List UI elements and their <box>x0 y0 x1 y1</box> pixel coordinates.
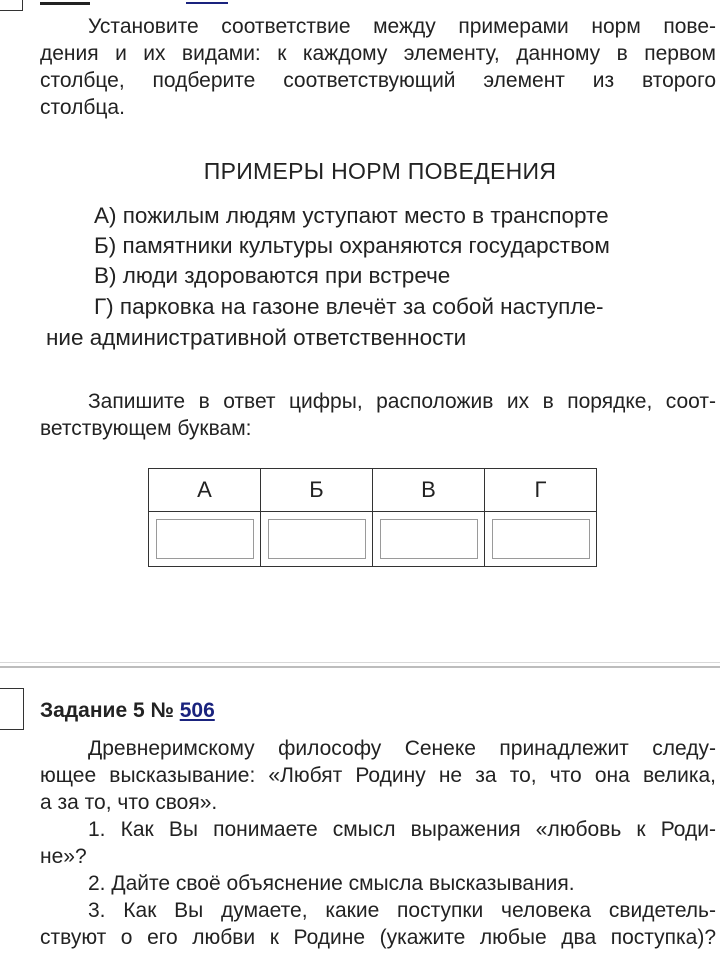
task5-header <box>40 697 215 724</box>
norms-column-heading: ПРИМЕРЫ НОРМ ПОВЕДЕНИЯ <box>203 158 557 184</box>
task5-question-2: 2. Дайте своё объяснение смысла высказывания. <box>88 872 575 895</box>
answer-table-header-a: А <box>149 469 261 512</box>
task-separator-light <box>0 662 720 663</box>
answer-table-header-v: В <box>373 469 485 512</box>
norm-item-b: Б) памятники культуры охраняются государством <box>94 233 610 258</box>
answer-cell-a <box>149 512 261 567</box>
task5-question-3: 3. Как Вы думаете, какие поступки человека свидетель- <box>88 899 716 922</box>
answer-table-header-row <box>149 469 597 512</box>
task4-instruction-line-3: столбце, подберите соответствующий элемент из второго <box>40 69 716 92</box>
norm-item-a: А) пожилым людям уступают место в транспорте <box>94 203 609 228</box>
task4-instruction-line-1: Установите соответствие между примерами норм пове- <box>88 15 716 38</box>
task4-instruction-line-4: столбца. <box>40 96 125 119</box>
task5-question-3-continued: ствуют о его любви к Родине (укажите любые два поступка)? <box>40 926 716 949</box>
task4-title-clipped <box>40 0 90 5</box>
task5-checkbox[interactable] <box>0 688 24 730</box>
task4-checkbox[interactable] <box>0 0 23 11</box>
answer-input-g[interactable] <box>492 519 590 559</box>
answer-prompt-line-2: ветствующем буквам: <box>40 417 252 440</box>
answer-table-header-g: Г <box>485 469 597 512</box>
task5-line-1: Древнеримскому философу Сенеке принадлежит следу- <box>88 737 716 760</box>
answer-input-b[interactable] <box>268 519 366 559</box>
task5-question-1-continued: не»? <box>40 845 87 868</box>
task5-number-link[interactable]: 506 <box>179 699 215 722</box>
task5-line-2: ющее высказывание: «Любят Родину не за то, что она велика, <box>40 764 716 787</box>
task5-question-1: 1. Как Вы понимаете смысл выражения «любовь к Роди- <box>88 818 716 841</box>
norm-item-g-continued: ние административной ответственности <box>46 325 467 350</box>
answer-prompt-line-1: Запишите в ответ цифры, расположив их в порядке, соот- <box>88 390 716 413</box>
task5-title: Задание 5 № <box>40 699 174 722</box>
task-separator <box>0 666 720 668</box>
answer-table-header-b: Б <box>261 469 373 512</box>
task4-instruction-line-2: дения и их видами: к каждому элементу, данному в первом <box>40 42 716 65</box>
task4-link-clipped[interactable] <box>186 0 228 4</box>
answer-cell-g <box>485 512 597 567</box>
task5-line-3: а за то, что своя». <box>40 791 218 814</box>
answer-cell-b <box>261 512 373 567</box>
answer-table <box>148 468 597 567</box>
norm-item-g: Г) парковка на газоне влечёт за собой наступле- <box>94 294 604 319</box>
answer-input-v[interactable] <box>380 519 478 559</box>
answer-cell-v <box>373 512 485 567</box>
answer-input-a[interactable] <box>156 519 254 559</box>
norm-item-v: В) люди здороваются при встрече <box>94 263 451 288</box>
answer-table-input-row <box>149 512 597 567</box>
